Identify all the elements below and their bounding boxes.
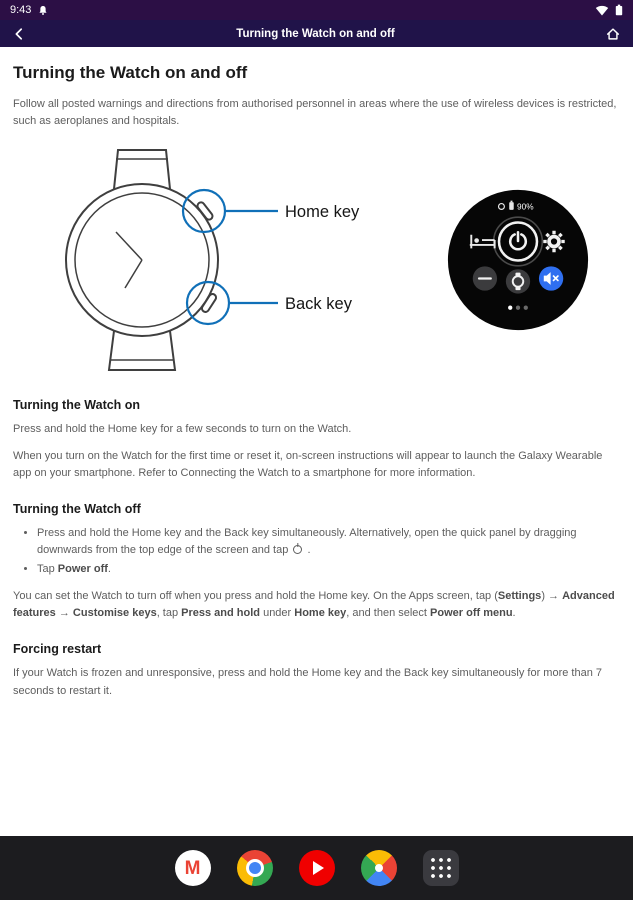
back-key-label: Back key: [285, 295, 352, 314]
gmail-glyph: M: [184, 857, 201, 879]
battery-icon: [615, 3, 623, 17]
do-not-disturb-icon: [473, 266, 497, 290]
sound-mute-icon: [539, 266, 563, 290]
watch-outline: [66, 150, 218, 370]
turning-off-step-1: • Press and hold the Home key and the Back key simultaneously. Alternatively, open the quick panel by dragging downwards from the top edge of the screen and tap .: [37, 525, 619, 559]
watch-battery-icon: [509, 202, 513, 210]
status-time: 9:43: [10, 4, 32, 16]
turning-off-step-2: • Tap Power off.: [37, 561, 619, 578]
back-key: [201, 293, 218, 314]
gmail-icon[interactable]: [175, 850, 211, 886]
bottom-nav: [0, 836, 633, 900]
home-icon: [605, 26, 621, 42]
callout-lines: [183, 190, 278, 324]
turning-off-note: You can set the Watch to turn off when you press and hold the Home key. On the Apps screen, tap (Settings) → Advanced features → Customise keys, tap Press and hold under Home key, and then select Power off menu.: [13, 590, 615, 620]
forcing-restart-paragraph: If your Watch is frozen and unresponsive, press and hold the Home key and the Back key simultaneously for more than 7 seconds to restart it.: [13, 667, 603, 697]
section-heading-turning-off: Turning the Watch off: [13, 502, 141, 517]
watch-battery-percent: 90%: [517, 202, 534, 212]
wifi-icon: [595, 5, 609, 16]
chrome-icon[interactable]: [237, 850, 273, 886]
photos-icon[interactable]: [361, 850, 397, 886]
watch-face-image: [445, 187, 591, 333]
pagination-dots: [508, 306, 528, 310]
manual-page-content: [0, 47, 633, 836]
power-icon: [293, 545, 302, 554]
watch-keys-diagram: [31, 142, 373, 378]
status-bar: [0, 0, 633, 20]
app-bar: [0, 20, 633, 47]
chevron-left-icon: [12, 27, 26, 41]
app-drawer-icon[interactable]: [423, 850, 459, 886]
watch-faces-icon: [506, 269, 530, 293]
app-bar-title: Turning the Watch on and off: [236, 27, 395, 40]
watch-illustration-row: [31, 142, 591, 378]
turning-on-paragraph-1: Press and hold the Home key for a few seconds to turn on the Watch.: [13, 423, 352, 436]
section-heading-forcing-restart: Forcing restart: [13, 642, 102, 657]
home-key-label: Home key: [285, 203, 360, 222]
turning-on-paragraph-2: When you turn on the Watch for the first time or reset it, on-screen instructions will appear to launch the Galaxy Wearable app on your smartphone. Refer to Connecting the Watch to a smartphone for more information.: [13, 450, 603, 480]
settings-gear-icon: [543, 231, 564, 252]
youtube-icon[interactable]: [299, 850, 335, 886]
page-title: Turning the Watch on and off: [13, 63, 248, 82]
home-key: [196, 201, 214, 221]
notification-bell-icon: [37, 4, 49, 17]
intro-paragraph: Follow all posted warnings and directions from authorised personnel in areas where the use of wireless devices is restricted, such as aeroplanes and hospitals.: [13, 98, 617, 128]
home-button[interactable]: [601, 24, 625, 44]
turning-off-steps: [37, 525, 619, 578]
back-button[interactable]: [8, 25, 30, 43]
section-heading-turning-on: Turning the Watch on: [13, 398, 141, 413]
